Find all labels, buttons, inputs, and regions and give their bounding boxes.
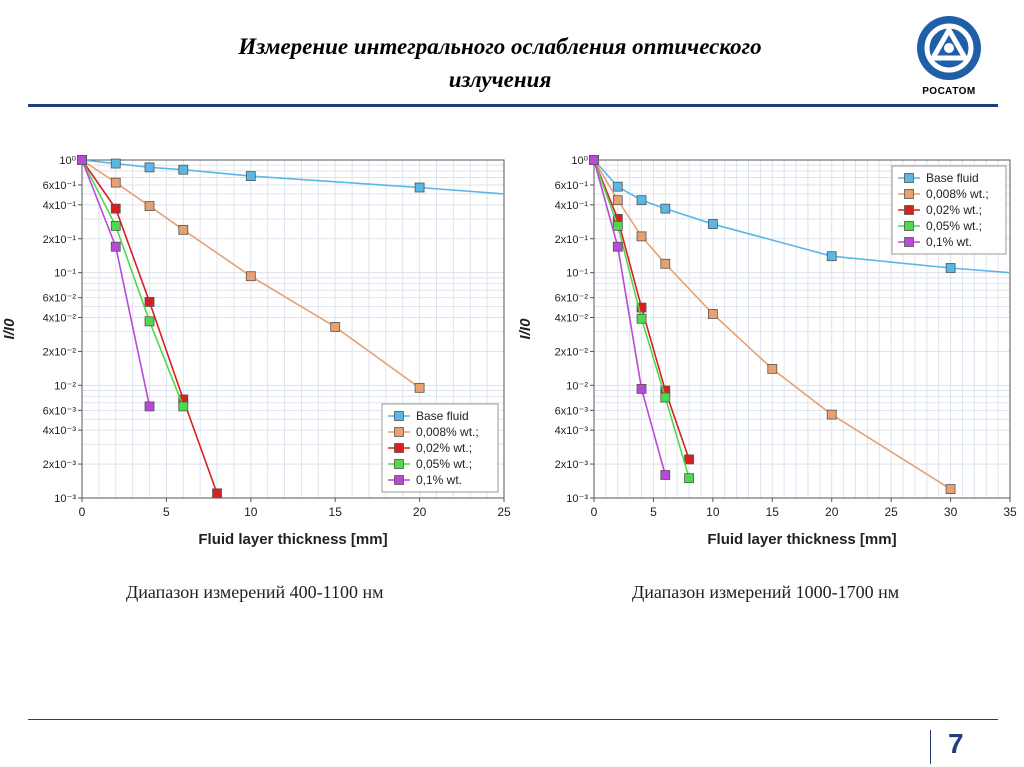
data-point [946,264,955,273]
title-divider [28,104,998,107]
x-tick-label: 35 [1003,505,1017,519]
y-tick-label: 4x10⁻³ [42,425,76,438]
legend-label: Base fluid [416,409,469,423]
atom-icon [908,12,990,86]
slide-title-line-2: излучения [448,67,552,92]
x-tick-label: 0 [78,505,86,519]
data-point [637,384,646,393]
data-point [708,309,717,318]
data-point [661,471,670,480]
legend-label: Base fluid [926,171,979,185]
caption-left: Диапазон измерений 400-1100 нм [126,582,384,602]
y-tick-label: 10⁰ [59,155,76,167]
y-tick-label: 2x10⁻² [42,346,76,359]
data-point [415,383,424,392]
y-tick-label: 4x10⁻² [554,312,588,325]
data-point [213,489,222,498]
data-point [661,204,670,213]
data-point [145,163,154,172]
data-point [685,474,694,483]
data-point [685,455,694,464]
slide-title-line-1: Измерение интегрального ослабления оптического [238,34,762,59]
x-tick-label: 25 [497,505,511,519]
data-point [78,156,87,165]
legend-label: 0,05% wt.; [416,457,473,471]
x-axis-label: Fluid layer thickness [mm] [707,531,897,548]
y-tick-label: 2x10⁻³ [42,459,76,472]
y-tick-label: 10⁰ [571,155,588,167]
data-point [145,297,154,306]
logo-text: РОСАТОМ [922,86,976,97]
legend-label: 0,05% wt.; [926,219,983,233]
y-tick-label: 2x10⁻² [554,346,588,359]
data-point [145,402,154,411]
page-number: 7 [948,728,964,759]
y-tick-label: 4x10⁻³ [554,425,588,438]
legend-label: 0,008% wt.; [416,425,479,439]
footer-divider [28,719,998,720]
data-point [661,393,670,402]
legend-label: 0,1% wt. [416,473,463,487]
y-tick-label: 6x10⁻¹ [554,179,588,192]
data-point [637,314,646,323]
x-tick-label: 10 [706,505,720,519]
y-tick-label: 10⁻³ [566,493,588,505]
legend-label: 0,02% wt.; [416,441,473,455]
data-point [145,317,154,326]
x-tick-label: 10 [244,505,258,519]
chart-left [0,140,520,560]
page-number-separator [930,730,931,764]
y-tick-label: 10⁻² [566,380,588,393]
data-point [708,220,717,229]
x-tick-label: 25 [884,505,898,519]
data-point [179,225,188,234]
data-point [613,221,622,230]
y-axis-label: I/I0 [1,318,18,340]
legend-marker [905,174,914,183]
legend-marker [395,444,404,453]
y-tick-label: 6x10⁻² [554,292,588,305]
rosatom-logo [908,12,990,104]
y-tick-label: 10⁻¹ [566,267,588,280]
y-tick-label: 10⁻¹ [54,267,76,280]
legend-marker [395,428,404,437]
legend-marker [395,460,404,469]
legend-marker [905,222,914,231]
data-point [111,242,120,251]
x-tick-label: 5 [163,505,170,519]
x-tick-label: 15 [328,505,342,519]
legend-label: 0,02% wt.; [926,203,983,217]
data-point [179,165,188,174]
data-point [613,182,622,191]
data-point [111,159,120,168]
data-point [613,242,622,251]
x-tick-label: 20 [825,505,839,519]
y-tick-label: 6x10⁻² [42,292,76,305]
legend-label: 0,1% wt. [926,235,973,249]
y-tick-label: 10⁻³ [54,493,76,505]
y-tick-label: 6x10⁻³ [554,405,588,418]
chart-svg [516,140,1024,560]
data-point [179,402,188,411]
data-point [661,259,670,268]
data-point [590,156,599,165]
y-tick-label: 2x10⁻¹ [42,233,76,246]
y-tick-label: 4x10⁻² [42,312,76,325]
data-point [415,183,424,192]
x-tick-label: 5 [650,505,657,519]
data-point [246,172,255,181]
x-axis-label: Fluid layer thickness [mm] [198,531,388,548]
data-point [331,322,340,331]
chart-right [516,140,1024,560]
legend-label: 0,008% wt.; [926,187,989,201]
y-tick-label: 2x10⁻¹ [554,233,588,246]
x-tick-label: 15 [765,505,779,519]
data-point [637,196,646,205]
x-tick-label: 30 [943,505,958,519]
data-point [946,485,955,494]
data-point [246,272,255,281]
y-axis-label: I/I0 [517,318,534,340]
y-tick-label: 10⁻² [54,380,76,393]
legend-marker [905,206,914,215]
slide-title [150,30,850,96]
data-point [111,178,120,187]
data-point [111,221,120,230]
data-point [145,202,154,211]
y-tick-label: 2x10⁻³ [554,459,588,472]
legend-marker [905,190,914,199]
data-point [613,196,622,205]
x-tick-label: 20 [412,505,427,519]
data-point [768,364,777,373]
data-point [827,410,836,419]
chart-svg [0,140,520,560]
y-tick-label: 6x10⁻¹ [42,179,76,192]
legend-marker [395,476,404,485]
x-tick-label: 0 [590,505,598,519]
data-point [827,252,836,261]
caption-right: Диапазон измерений 1000-1700 нм [632,582,900,602]
data-point [637,232,646,241]
y-tick-label: 4x10⁻¹ [554,199,588,212]
legend-marker [395,412,404,421]
y-tick-label: 6x10⁻³ [42,405,76,418]
data-point [111,204,120,213]
legend-marker [905,238,914,247]
y-tick-label: 4x10⁻¹ [42,199,76,212]
